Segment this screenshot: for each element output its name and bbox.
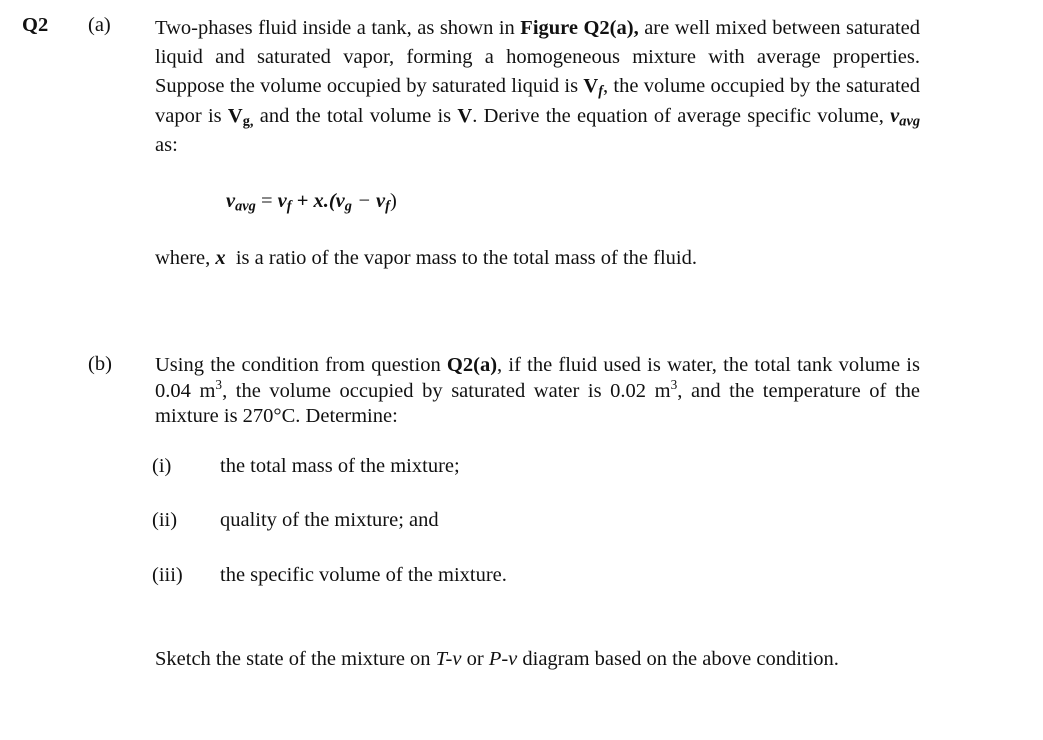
text: , the volume occupied by the saturated vapor is	[155, 75, 920, 127]
where-line: where, x is a ratio of the vapor mass to the total mass of the fluid.	[155, 247, 697, 269]
item-label: (ii)	[152, 509, 178, 531]
text: and the total volume is	[253, 104, 458, 127]
sketch-instruction: Sketch the state of the mixture on T-v or P-v diagram based on the above condition.	[155, 648, 839, 670]
item-label: (i)	[152, 455, 172, 477]
item-text: the specific volume of the mixture.	[220, 564, 507, 586]
question-number: Q2	[22, 14, 49, 36]
part-b-label: (b)	[88, 353, 112, 375]
text: as:	[155, 133, 178, 156]
symbol-vg: $V_{g,}$	[227, 104, 254, 130]
figure-reference: Figure Q2(a),	[520, 17, 639, 39]
symbol-vf: $V_f$	[583, 75, 603, 100]
item-label: (iii)	[152, 564, 183, 586]
part-a-paragraph	[155, 14, 920, 160]
text: . Derive the equation of average specific volume,	[472, 104, 891, 127]
item-text: quality of the mixture; and	[220, 509, 439, 531]
equation: $v_{avg} = v_f + x.(v_g - v_f)$	[226, 190, 397, 215]
item-text: the total mass of the mixture;	[220, 455, 460, 477]
part-b-paragraph: Using the condition from question Q2(a), if the fluid used is water, the total tank volume is 0.04 $m^3$, the volume occupied by saturated water is 0.02 $m^3$, and the temperature of the mixture is 270°C. Determine:	[155, 354, 920, 428]
text: Two-phases fluid inside a tank, as shown in	[155, 17, 521, 39]
symbol-vavg: $v_{avg}$	[890, 104, 920, 130]
part-a-label: (a)	[88, 14, 111, 36]
text: are well mixed between saturated liquid and saturated vapor, forming a homogeneous mixture with average properties. Suppose the volume occupied by saturated liquid is	[155, 17, 921, 98]
symbol-v: V	[457, 104, 473, 127]
